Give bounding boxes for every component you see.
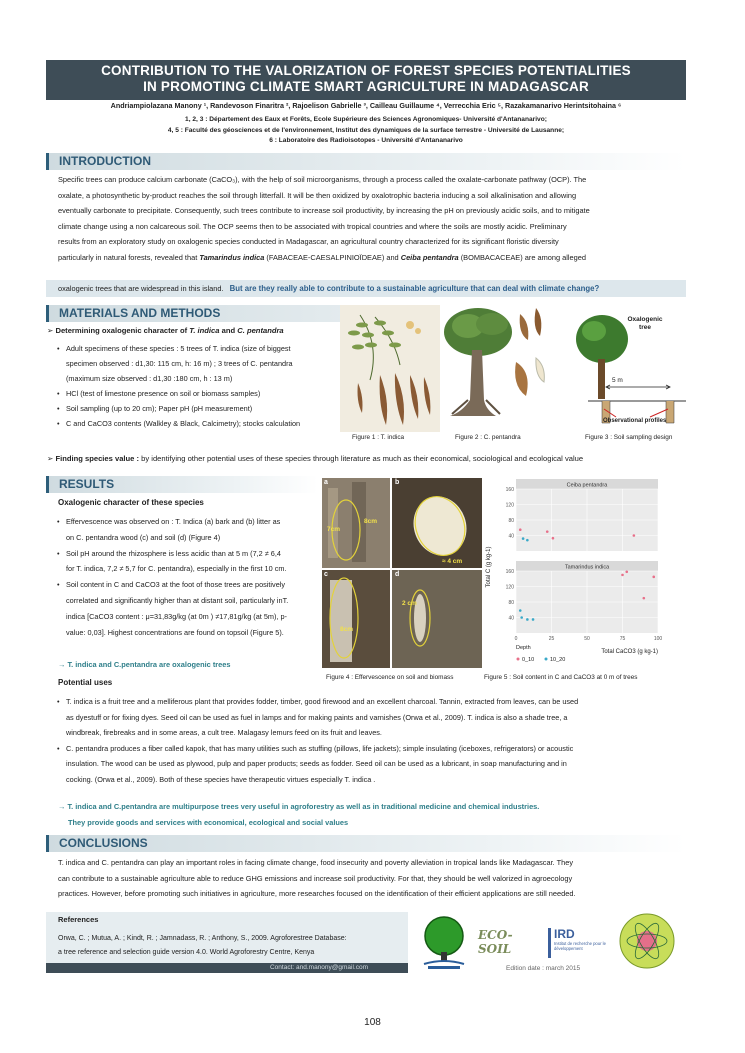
data-point (519, 609, 522, 612)
data-point (643, 597, 646, 600)
results-subheading-2: Potential uses (58, 678, 113, 687)
figure-3-distance-label: 5 m (612, 377, 623, 384)
scale-label: 8cm (364, 518, 378, 525)
figure-1-caption: Figure 1 : T. indica (352, 434, 405, 441)
list-item: • T. indica is a fruit tree and a melliferous plant that provides fodder, timber, good firewood and an excellent charcoal. Tannin, extracted from leaves, can be used as dyestuff or for fixing dyes. Seed oil can be used as fuel in lamps and for making paints and varnishes (Orwa et al., 2009). T. indica is also a shade tree, a windbreak, firebreaks and in some areas, a cult tree. Malagasy lemurs feed on its fruit and leaves. (56, 694, 686, 741)
research-question: But are they really able to contribute to a sustainable agriculture that can deal with climate change? (229, 284, 600, 293)
legend-swatch (517, 658, 520, 661)
data-point (519, 528, 522, 531)
data-point (621, 574, 624, 577)
conclusion-line: practices. However, before promoting such initiatives in agriculture, more researches focused on the identification of their efficient applications are still needed. (58, 889, 576, 899)
intro-line: climate change using a non calcareous soil. The OCP seems then to be associated with tropical countries and where the soils are mostly acidic. Preliminary (58, 221, 567, 231)
list-item: • Soil content in C and CaCO3 at the foot of those trees are positively correlated and significantly higher than at distant soil, particularly inT. indica [CaCO3 content : μ=31,83g/kg (at 0m ) ≠17,81g/kg (at 5m), p- value: 0,03]. Highest concentrations are found on topsoil (Figure 5). (56, 577, 322, 640)
results-conclusion-3: They provide goods and services with economical, ecological and social values (68, 818, 349, 827)
facet-title: Ceiba pentandra (566, 482, 608, 489)
methods-heading-2: ➢ Finding species value : by identifying other potential uses of these species through literature as much as their economical, sociological and ecological value (47, 454, 584, 463)
facet-title: Tamarindus indica (564, 564, 610, 571)
intro-text (58, 172, 683, 266)
data-point (532, 618, 535, 621)
affiliations (46, 115, 686, 147)
x-tick-label: 50 (584, 636, 590, 642)
intro-line: eventually carbonate to precipitate. Consequently, such trees contribute to increase soil productivity, by increasing the pH on previously acidic soils, and to mitigate (58, 206, 590, 216)
results-conclusion-1: → T. indica and C.pentandra are oxalogenic trees (58, 660, 231, 669)
section-results: RESULTS (46, 476, 318, 493)
list-item: • C. pentandra produces a fiber called kapok, that has many utilities such as stuffing (pillows, life jackets); simple insulating (iceboxes, refrigerators) or acoustic insulation. The wood can be used as plywood, pulp and paper products; seeds as fodder. Seed oil can be used as a lubricant, in soap manufacturing and in cocking. (Orwa et al., 2009). Both of these species have therapeutic virtues especially T. indica . (56, 741, 686, 788)
y-tick-label: 80 (508, 517, 514, 524)
figure-4-caption: Figure 4 : Effervescence on soil and biomass (326, 674, 454, 681)
affiliation-2: 4, 5 : Faculté des géosciences et de l'environnement, Institut des dynamiques de la surface terrestre - Université de Lausanne; (167, 126, 565, 134)
y-axis-label: Total C (g kg-1) (486, 546, 492, 588)
data-point (526, 539, 529, 542)
data-point (552, 537, 555, 540)
essa-forets-logo (418, 914, 470, 972)
list-item: • C and CaCO3 contents (Walkley & Black, Calcimetry); stocks calculation (56, 416, 346, 431)
ird-logo: IRD Institut de recherche pour le développement (548, 928, 606, 958)
results-list (56, 514, 322, 640)
scale-label: 2 cm (402, 600, 417, 607)
figure-2-caption: Figure 2 : C. pentandra (455, 434, 521, 441)
intro-line: oxalate, a photosynthetic by-product reaches the soil through litterfall. It will be then oxidized by oxalotrophic bacteria inducing a soil alkalinisation and allowing (58, 190, 577, 200)
legend-swatch (545, 658, 548, 661)
page-number: 108 (364, 1017, 381, 1028)
references-heading: References (58, 915, 99, 924)
scatter-chart (482, 477, 664, 667)
edition-date: Edition date : march 2015 (506, 965, 581, 972)
figure-3-tree-label: Oxalogenic tree (627, 316, 663, 331)
poster-title (46, 60, 686, 100)
photo-label-d: d (395, 571, 400, 578)
methods-heading-1: ➢ Determining oxalogenic character of T. indica and C. pentandra (47, 326, 284, 335)
conclusion-line: can contribute to a sustainable agriculture able to reduce GHG emissions and increase soil productivity. For that, they should be well valorized in agroecology (58, 873, 573, 883)
contact-bar: Contact: and.manony@gmail.com (46, 963, 408, 973)
affiliation-3: 6 : Laboratoire des Radioisotopes - Université d'Antananarivo (269, 137, 463, 144)
figure-2-ceiba-illustration (440, 300, 560, 432)
y-tick-label: 80 (508, 599, 514, 606)
reference-entry: Orwa, C. ; Mutua, A. ; Kindt, R. ; Jamnadass, R. ; Anthony, S., 2009. Agroforestree Database: a tree reference and selection guide version 4.0. World Agroforestry Centre, Kenya (58, 935, 347, 956)
section-methods: MATERIALS AND METHODS (46, 305, 686, 322)
x-tick-label: 25 (548, 636, 555, 642)
data-point (633, 534, 636, 537)
figure-5-chart (482, 477, 664, 667)
results-conclusion-2: → T. indica and C.pentandra are multipurpose trees very useful in agroforestry as well as in traditional medicine and chemical industries. (58, 802, 540, 811)
y-tick-label: 40 (508, 615, 514, 622)
radioisotopes-lab-logo (618, 912, 676, 970)
conclusion-line: T. indica and C. pentandra can play an important roles in facing climate change, food insecurity and poverty alleviation in tropical lands like Madagascar. They (58, 858, 574, 867)
section-conclusions: CONCLUSIONS (46, 835, 686, 852)
photo-label-b: b (395, 479, 400, 486)
scale-label: 7cm (327, 526, 341, 533)
data-point (546, 530, 549, 533)
photo-label-c: c (324, 571, 328, 578)
title-line-2: IN PROMOTING CLIMATE SMART AGRICULTURE IN MADAGASCAR (143, 79, 589, 94)
scale-label: ≈ 4 cm (442, 558, 463, 565)
figure-3-caption: Figure 3 : Soil sampling design (585, 434, 673, 441)
legend-title: Depth (516, 645, 531, 651)
eco-soil-logo: ECO-SOIL (478, 928, 513, 956)
x-tick-label: 100 (653, 636, 663, 642)
data-point (520, 616, 523, 619)
results-subheading-1: Oxalogenic character of these species (58, 498, 204, 507)
list-item: • HCl (test of limestone presence on soil or biomass samples) (56, 386, 346, 401)
y-tick-label: 160 (505, 568, 514, 575)
figure-5-caption: Figure 5 : Soil content in C and CaCO3 at 0 m of trees (484, 674, 638, 681)
uses-list (56, 694, 686, 788)
data-point (526, 618, 529, 621)
y-tick-label: 120 (505, 502, 514, 509)
y-tick-label: 160 (505, 486, 514, 493)
conclusions-text (58, 855, 688, 902)
scale-label: 8cm (340, 626, 354, 633)
legend-label: 0_10 (522, 657, 535, 663)
x-axis-label: Total CaCO3 (g kg-1) (601, 649, 658, 655)
figure-3-profiles-label: Observational profiles (603, 418, 667, 424)
methods-list (56, 341, 346, 431)
section-introduction: INTRODUCTION (46, 153, 686, 170)
figure-3-sampling-design (558, 305, 688, 430)
intro-last-line: oxalogenic trees that are widespread in this island. But are they really able to contribute to a sustainable agriculture that can deal with climate change? (58, 284, 600, 293)
list-item: • Soil sampling (up to 20 cm); Paper pH (pH measurement) (56, 401, 346, 416)
x-tick-label: 75 (619, 636, 626, 642)
x-tick-label: 0 (514, 636, 518, 642)
data-point (625, 570, 628, 573)
legend-label: 10_20 (550, 657, 566, 663)
intro-line: particularly in natural forests, revealed that Tamarindus indica (FABACEAE-CAESALPINIOÏDEAE) and Ceiba pentandra (BOMBACACEAE) are among alleged (58, 252, 586, 262)
figure-4-photo-grid (322, 478, 482, 668)
figure-1-tamarind-plate (340, 305, 440, 432)
list-item: • Effervescence was observed on : T. Indica (a) bark and (b) litter as on C. pentandra wood (c) and soil (d) (Figure 4) (56, 514, 322, 546)
intro-line: results from an exploratory study on oxalogenic species conducted in Madagascar, an agricultural country characterized for its significant floristic diversity (58, 237, 559, 247)
data-point (652, 576, 655, 579)
affiliation-1: 1, 2, 3 : Département des Eaux et Forêts, Ecole Supérieure des Sciences Agronomiques- Université d'Antananarivo; (185, 116, 547, 123)
intro-line: Specific trees can produce calcium carbonate (CaCO₃), with the help of soil microorganisms, through a process called the oxalate-carbonate pathway (OCP). The (58, 175, 587, 184)
photo-label-a: a (324, 479, 328, 486)
data-point (522, 537, 525, 540)
list-item: • Soil pH around the rhizosphere is less acidic than at 5 m (7,2 ≠ 6,4 for T. indica, 7,2 ≠ 5,7 for C. pentandra), especially in the first 10 cm. (56, 546, 322, 578)
y-tick-label: 40 (508, 533, 514, 540)
list-item: • Adult specimens of these species : 5 trees of T. indica (size of biggest specimen observed : d1,30: 115 cm, h: 16 m) ; 3 trees of C. pentandra (maximum size observed : d1,30 :180 cm, h : 13 m) (56, 341, 346, 386)
title-line-1: CONTRIBUTION TO THE VALORIZATION OF FOREST SPECIES POTENTIALITIES (101, 63, 631, 78)
figure-4-photos (322, 478, 482, 668)
authors: Andriampiolazana Manony ¹, Randevoson Finaritra ², Rajoelison Gabrielle ³, Cailleau Guillaume ⁴, Verrecchia Eric ⁵, Razakamanarivo Herintsitohaina ⁶ (110, 101, 622, 110)
y-tick-label: 120 (505, 584, 514, 591)
